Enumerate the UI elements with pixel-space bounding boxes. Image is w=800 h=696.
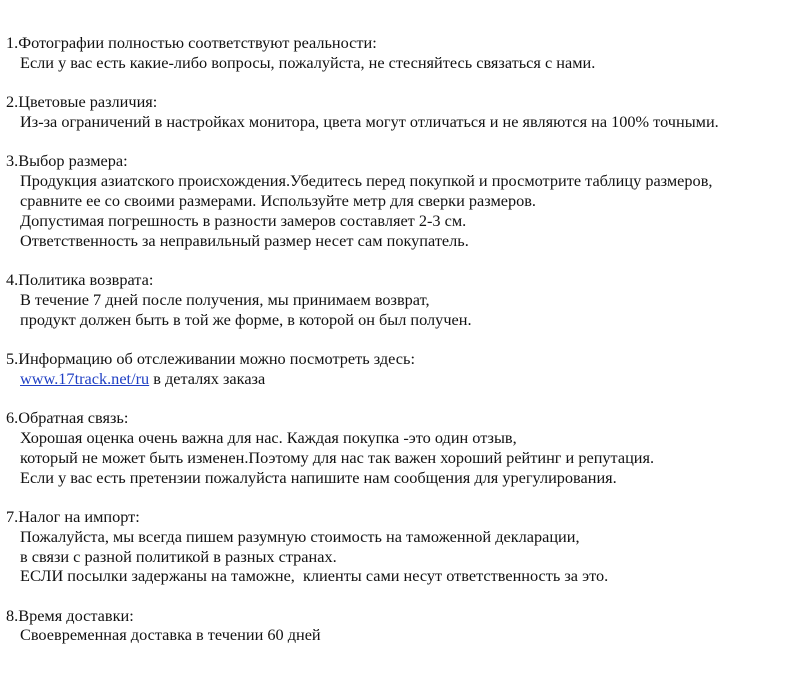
section-delivery-time <box>6 606 800 646</box>
section-feedback <box>6 408 800 487</box>
section-line: ЕСЛИ посылки задержаны на таможне, клиенты сами несут ответственность за это. <box>20 566 609 586</box>
section-line: Своевременная доставка в течении 60 дней <box>20 625 321 645</box>
section-heading: 5.Информацию об отслеживании можно посмотреть здесь: <box>6 348 415 368</box>
section-tracking <box>6 349 800 389</box>
section-heading: 3.Выбор размера: <box>6 151 128 171</box>
section-photos <box>6 33 800 73</box>
section-heading: 2.Цветовые различия: <box>6 92 158 112</box>
section-line: Ответственность за неправильный размер несет сам покупатель. <box>20 230 469 250</box>
policy-document <box>6 33 800 665</box>
section-line: Из-за ограничений в настройках монитора, цвета могут отличаться и не являются на 100% точными. <box>20 111 719 131</box>
section-heading: 6.Обратная связь: <box>6 408 129 428</box>
tracking-line <box>6 369 800 389</box>
section-import-tax <box>6 507 800 586</box>
section-heading: 1.Фотографии полностью соответствуют реальности: <box>6 33 377 52</box>
section-return-policy <box>6 270 800 329</box>
section-heading: 7.Налог на импорт: <box>6 506 140 526</box>
section-line: Если у вас есть претензии пожалуйста напишите нам сообщения для урегулирования. <box>20 467 617 487</box>
section-heading: 8.Время доставки: <box>6 605 134 625</box>
section-line: в связи с разной политикой в разных странах. <box>20 546 337 566</box>
section-heading: 4.Политика возврата: <box>6 269 154 289</box>
section-line: который не может быть изменен.Поэтому для нас так важен хороший рейтинг и репутация. <box>20 447 655 467</box>
tracking-link-suffix: в деталях заказа <box>149 368 266 388</box>
section-line: Если у вас есть какие-либо вопросы, пожалуйста, не стесняйтесь связаться с нами. <box>20 52 596 72</box>
section-size-selection <box>6 151 800 250</box>
tracking-link[interactable]: www.17track.net/ru <box>20 368 150 388</box>
section-line: продукт должен быть в той же форме, в которой он был получен. <box>20 309 472 329</box>
section-line: В течение 7 дней после получения, мы принимаем возврат, <box>20 289 430 309</box>
section-color-differences <box>6 92 800 132</box>
section-line: Продукция азиатского происхождения.Убедитесь перед покупкой и просмотрите таблицу размеров, <box>20 171 713 191</box>
section-line: Допустимая погрешность в разности замеров составляет 2-3 см. <box>20 210 467 230</box>
section-line: сравните ее со своими размерами. Используйте метр для сверки размеров. <box>20 190 537 210</box>
section-line: Пожалуйста, мы всегда пишем разумную стоимость на таможенной декларации, <box>20 526 580 546</box>
section-line: Хорошая оценка очень важна для нас. Каждая покупка -это один отзыв, <box>20 427 517 447</box>
